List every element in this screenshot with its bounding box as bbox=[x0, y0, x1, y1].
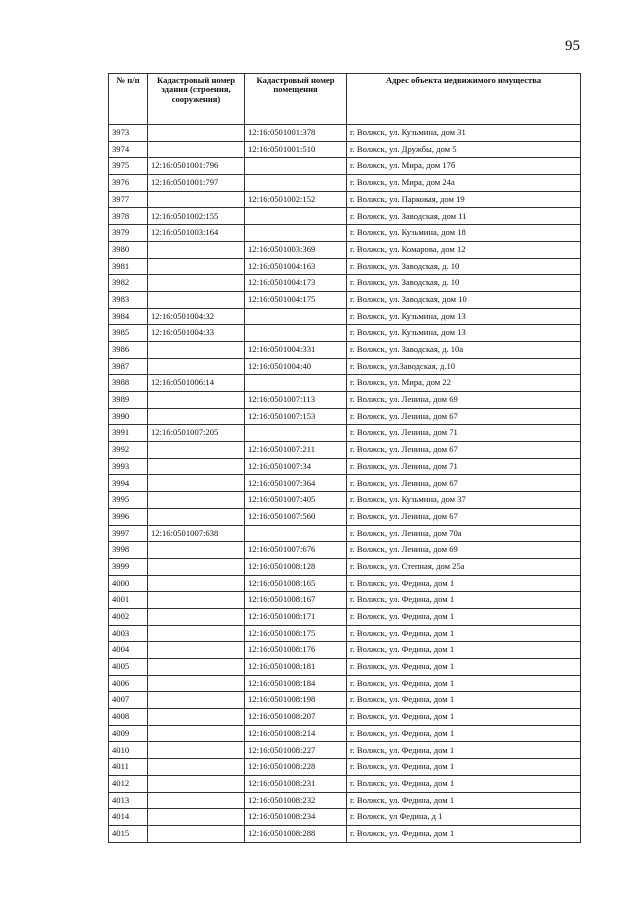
cell-address: г. Волжск, ул. Парковая, дом 19 bbox=[347, 191, 581, 208]
cell-row-number: 4001 bbox=[109, 592, 148, 609]
cell-address: г. Волжск, ул. Заводская, дом 11 bbox=[347, 208, 581, 225]
cell-row-number: 4013 bbox=[109, 792, 148, 809]
cell-address: г. Волжск, ул. Федина, дом 1 bbox=[347, 759, 581, 776]
table-body bbox=[109, 125, 581, 843]
table-row bbox=[109, 659, 581, 676]
table-row bbox=[109, 191, 581, 208]
cell-premises-cadastral-number: 12:16:0501007:364 bbox=[245, 475, 347, 492]
cell-row-number: 3975 bbox=[109, 158, 148, 175]
table-row bbox=[109, 692, 581, 709]
cell-premises-cadastral-number bbox=[245, 325, 347, 342]
cell-row-number: 3995 bbox=[109, 492, 148, 509]
cell-premises-cadastral-number bbox=[245, 158, 347, 175]
cell-building-cadastral-number bbox=[148, 442, 245, 459]
table-row bbox=[109, 208, 581, 225]
cell-address: г. Волжск, ул. Федина, дом 1 bbox=[347, 692, 581, 709]
cell-address: г. Волжск, ул Федина, д 1 bbox=[347, 809, 581, 826]
cell-building-cadastral-number: 12:16:0501004:32 bbox=[148, 308, 245, 325]
cell-address: г. Волжск, ул. Федина, дом 1 bbox=[347, 675, 581, 692]
cell-row-number: 3991 bbox=[109, 425, 148, 442]
cell-row-number: 4015 bbox=[109, 825, 148, 842]
cell-row-number: 3987 bbox=[109, 358, 148, 375]
cell-address: г. Волжск, ул. Кузьмина, дом 37 bbox=[347, 492, 581, 509]
cell-premises-cadastral-number: 12:16:0501007:153 bbox=[245, 408, 347, 425]
table-row bbox=[109, 291, 581, 308]
table-header bbox=[109, 74, 581, 125]
cell-building-cadastral-number: 12:16:0501006:14 bbox=[148, 375, 245, 392]
cell-building-cadastral-number bbox=[148, 191, 245, 208]
cell-building-cadastral-number bbox=[148, 408, 245, 425]
table-row bbox=[109, 492, 581, 509]
cell-address: г. Волжск, ул.Заводская, д.10 bbox=[347, 358, 581, 375]
cell-building-cadastral-number: 12:16:0501004:33 bbox=[148, 325, 245, 342]
cell-building-cadastral-number: 12:16:0501007:638 bbox=[148, 525, 245, 542]
cell-building-cadastral-number bbox=[148, 642, 245, 659]
cell-address: г. Волжск, ул. Кузьмина, дом 13 bbox=[347, 308, 581, 325]
cell-building-cadastral-number bbox=[148, 725, 245, 742]
cell-address: г. Волжск, ул. Кузьмина, дом 13 bbox=[347, 325, 581, 342]
cell-address: г. Волжск, ул. Комарова, дом 12 bbox=[347, 241, 581, 258]
cell-building-cadastral-number bbox=[148, 141, 245, 158]
cell-premises-cadastral-number: 12:16:0501004:163 bbox=[245, 258, 347, 275]
cell-building-cadastral-number: 12:16:0501007:205 bbox=[148, 425, 245, 442]
cell-row-number: 3980 bbox=[109, 241, 148, 258]
header-row-number: № п/п bbox=[109, 74, 148, 125]
cell-premises-cadastral-number: 12:16:0501008:214 bbox=[245, 725, 347, 742]
cell-building-cadastral-number bbox=[148, 542, 245, 559]
cell-row-number: 3993 bbox=[109, 458, 148, 475]
cell-building-cadastral-number bbox=[148, 241, 245, 258]
cell-address: г. Волжск, ул. Федина, дом 1 bbox=[347, 742, 581, 759]
cell-premises-cadastral-number bbox=[245, 225, 347, 242]
table-row bbox=[109, 442, 581, 459]
table-row bbox=[109, 258, 581, 275]
cell-building-cadastral-number bbox=[148, 742, 245, 759]
cell-premises-cadastral-number: 12:16:0501002:152 bbox=[245, 191, 347, 208]
table-row bbox=[109, 241, 581, 258]
cell-premises-cadastral-number: 12:16:0501007:34 bbox=[245, 458, 347, 475]
cell-building-cadastral-number: 12:16:0501001:796 bbox=[148, 158, 245, 175]
cell-premises-cadastral-number: 12:16:0501008:184 bbox=[245, 675, 347, 692]
cell-premises-cadastral-number bbox=[245, 375, 347, 392]
cell-address: г. Волжск, ул. Дружбы, дом 5 bbox=[347, 141, 581, 158]
cell-row-number: 4012 bbox=[109, 775, 148, 792]
cell-premises-cadastral-number: 12:16:0501008:165 bbox=[245, 575, 347, 592]
cell-building-cadastral-number bbox=[148, 709, 245, 726]
table-row bbox=[109, 575, 581, 592]
cell-premises-cadastral-number bbox=[245, 175, 347, 192]
cell-row-number: 4003 bbox=[109, 625, 148, 642]
cell-premises-cadastral-number: 12:16:0501008:176 bbox=[245, 642, 347, 659]
cell-building-cadastral-number bbox=[148, 659, 245, 676]
cell-premises-cadastral-number: 12:16:0501007:113 bbox=[245, 392, 347, 409]
cell-building-cadastral-number: 12:16:0501001:797 bbox=[148, 175, 245, 192]
cell-building-cadastral-number bbox=[148, 558, 245, 575]
cell-row-number: 4010 bbox=[109, 742, 148, 759]
header-premises-cadastral-number: Кадастровый номер помещения bbox=[245, 74, 347, 125]
table-row bbox=[109, 225, 581, 242]
cell-premises-cadastral-number bbox=[245, 525, 347, 542]
cell-premises-cadastral-number: 12:16:0501007:405 bbox=[245, 492, 347, 509]
cell-row-number: 3973 bbox=[109, 125, 148, 142]
cell-premises-cadastral-number: 12:16:0501004:173 bbox=[245, 275, 347, 292]
cell-building-cadastral-number bbox=[148, 575, 245, 592]
cell-premises-cadastral-number: 12:16:0501008:198 bbox=[245, 692, 347, 709]
cell-row-number: 3985 bbox=[109, 325, 148, 342]
cell-building-cadastral-number bbox=[148, 759, 245, 776]
cell-building-cadastral-number bbox=[148, 675, 245, 692]
cell-building-cadastral-number bbox=[148, 592, 245, 609]
cell-row-number: 3984 bbox=[109, 308, 148, 325]
table-row bbox=[109, 592, 581, 609]
cell-premises-cadastral-number: 12:16:0501008:175 bbox=[245, 625, 347, 642]
cell-premises-cadastral-number: 12:16:0501004:175 bbox=[245, 291, 347, 308]
cell-premises-cadastral-number: 12:16:0501004:331 bbox=[245, 341, 347, 358]
cell-address: г. Волжск, ул. Федина, дом 1 bbox=[347, 625, 581, 642]
table-row bbox=[109, 392, 581, 409]
table-row bbox=[109, 375, 581, 392]
table-row bbox=[109, 125, 581, 142]
cell-premises-cadastral-number bbox=[245, 425, 347, 442]
table-row bbox=[109, 275, 581, 292]
cell-row-number: 3998 bbox=[109, 542, 148, 559]
cell-premises-cadastral-number: 12:16:0501008:288 bbox=[245, 825, 347, 842]
cell-row-number: 3986 bbox=[109, 341, 148, 358]
header-building-cadastral-number: Кадастровый номер здания (строения, сооружения) bbox=[148, 74, 245, 125]
table-row bbox=[109, 408, 581, 425]
table-row bbox=[109, 158, 581, 175]
table-row bbox=[109, 358, 581, 375]
cell-address: г. Волжск, ул. Федина, дом 1 bbox=[347, 825, 581, 842]
table-row bbox=[109, 425, 581, 442]
cell-address: г. Волжск, ул. Ленина, дом 67 bbox=[347, 508, 581, 525]
cell-building-cadastral-number bbox=[148, 508, 245, 525]
cell-address: г. Волжск, ул. Ленина, дом 67 bbox=[347, 475, 581, 492]
cell-building-cadastral-number bbox=[148, 692, 245, 709]
cell-row-number: 3990 bbox=[109, 408, 148, 425]
cell-address: г. Волжск, ул. Федина, дом 1 bbox=[347, 592, 581, 609]
table-row bbox=[109, 709, 581, 726]
cell-building-cadastral-number bbox=[148, 341, 245, 358]
table-row bbox=[109, 558, 581, 575]
cell-building-cadastral-number bbox=[148, 492, 245, 509]
cell-address: г. Волжск, ул. Федина, дом 1 bbox=[347, 575, 581, 592]
cell-row-number: 4011 bbox=[109, 759, 148, 776]
cell-premises-cadastral-number: 12:16:0501008:128 bbox=[245, 558, 347, 575]
cell-row-number: 3999 bbox=[109, 558, 148, 575]
property-table bbox=[108, 73, 581, 843]
table-row bbox=[109, 542, 581, 559]
cell-premises-cadastral-number: 12:16:0501007:676 bbox=[245, 542, 347, 559]
cell-row-number: 3976 bbox=[109, 175, 148, 192]
cell-building-cadastral-number bbox=[148, 825, 245, 842]
cell-address: г. Волжск, ул. Заводская, дом 10 bbox=[347, 291, 581, 308]
cell-row-number: 4004 bbox=[109, 642, 148, 659]
cell-building-cadastral-number: 12:16:0501002:155 bbox=[148, 208, 245, 225]
cell-premises-cadastral-number: 12:16:0501008:232 bbox=[245, 792, 347, 809]
cell-premises-cadastral-number: 12:16:0501008:231 bbox=[245, 775, 347, 792]
cell-premises-cadastral-number: 12:16:0501004:40 bbox=[245, 358, 347, 375]
cell-row-number: 4005 bbox=[109, 659, 148, 676]
cell-row-number: 3989 bbox=[109, 392, 148, 409]
table-row bbox=[109, 759, 581, 776]
cell-address: г. Волжск, ул. Федина, дом 1 bbox=[347, 608, 581, 625]
table-row bbox=[109, 725, 581, 742]
cell-address: г. Волжск, ул. Ленина, дом 67 bbox=[347, 408, 581, 425]
table-row bbox=[109, 775, 581, 792]
table-row bbox=[109, 141, 581, 158]
page-number: 95 bbox=[565, 38, 580, 54]
cell-row-number: 4008 bbox=[109, 709, 148, 726]
cell-address: г. Волжск, ул. Ленина, дом 67 bbox=[347, 442, 581, 459]
header-row bbox=[109, 74, 581, 125]
cell-row-number: 3994 bbox=[109, 475, 148, 492]
cell-premises-cadastral-number bbox=[245, 308, 347, 325]
cell-building-cadastral-number bbox=[148, 358, 245, 375]
table-row bbox=[109, 675, 581, 692]
cell-building-cadastral-number bbox=[148, 458, 245, 475]
cell-row-number: 3977 bbox=[109, 191, 148, 208]
cell-address: г. Волжск, ул. Кузьмина, дом 31 bbox=[347, 125, 581, 142]
cell-row-number: 3982 bbox=[109, 275, 148, 292]
table-row bbox=[109, 642, 581, 659]
cell-building-cadastral-number bbox=[148, 625, 245, 642]
cell-address: г. Волжск, ул. Федина, дом 1 bbox=[347, 709, 581, 726]
cell-premises-cadastral-number: 12:16:0501001:510 bbox=[245, 141, 347, 158]
cell-building-cadastral-number bbox=[148, 809, 245, 826]
cell-premises-cadastral-number: 12:16:0501001:378 bbox=[245, 125, 347, 142]
cell-building-cadastral-number bbox=[148, 392, 245, 409]
cell-address: г. Волжск, ул. Федина, дом 1 bbox=[347, 642, 581, 659]
cell-premises-cadastral-number: 12:16:0501008:227 bbox=[245, 742, 347, 759]
cell-row-number: 4014 bbox=[109, 809, 148, 826]
cell-building-cadastral-number bbox=[148, 775, 245, 792]
cell-premises-cadastral-number: 12:16:0501003:369 bbox=[245, 241, 347, 258]
cell-premises-cadastral-number: 12:16:0501008:234 bbox=[245, 809, 347, 826]
table-row bbox=[109, 525, 581, 542]
table-row bbox=[109, 608, 581, 625]
cell-address: г. Волжск, ул. Мира, дом 24а bbox=[347, 175, 581, 192]
table-row bbox=[109, 308, 581, 325]
header-address: Адрес объекта недвижимого имущества bbox=[347, 74, 581, 125]
table-row bbox=[109, 809, 581, 826]
cell-address: г. Волжск, ул. Федина, дом 1 bbox=[347, 725, 581, 742]
table-row bbox=[109, 508, 581, 525]
cell-address: г. Волжск, ул. Степная, дом 25а bbox=[347, 558, 581, 575]
cell-row-number: 3997 bbox=[109, 525, 148, 542]
table-row bbox=[109, 325, 581, 342]
cell-row-number: 3981 bbox=[109, 258, 148, 275]
cell-premises-cadastral-number: 12:16:0501008:167 bbox=[245, 592, 347, 609]
cell-address: г. Волжск, ул. Мира, дом 22 bbox=[347, 375, 581, 392]
cell-row-number: 3979 bbox=[109, 225, 148, 242]
cell-address: г. Волжск, ул. Заводская, д. 10 bbox=[347, 275, 581, 292]
cell-premises-cadastral-number: 12:16:0501008:228 bbox=[245, 759, 347, 776]
table-row bbox=[109, 825, 581, 842]
cell-row-number: 3983 bbox=[109, 291, 148, 308]
table-row bbox=[109, 341, 581, 358]
cell-address: г. Волжск, ул. Заводская, д. 10 bbox=[347, 258, 581, 275]
cell-row-number: 4002 bbox=[109, 608, 148, 625]
table-row bbox=[109, 175, 581, 192]
cell-address: г. Волжск, ул. Ленина, дом 69 bbox=[347, 392, 581, 409]
cell-row-number: 4000 bbox=[109, 575, 148, 592]
cell-address: г. Волжск, ул. Ленина, дом 69 bbox=[347, 542, 581, 559]
cell-address: г. Волжск, ул. Мира, дом 17б bbox=[347, 158, 581, 175]
cell-premises-cadastral-number bbox=[245, 208, 347, 225]
cell-premises-cadastral-number: 12:16:0501007:211 bbox=[245, 442, 347, 459]
cell-row-number: 4009 bbox=[109, 725, 148, 742]
cell-building-cadastral-number bbox=[148, 275, 245, 292]
cell-address: г. Волжск, ул. Ленина, дом 71 bbox=[347, 458, 581, 475]
cell-row-number: 3978 bbox=[109, 208, 148, 225]
cell-building-cadastral-number bbox=[148, 125, 245, 142]
cell-premises-cadastral-number: 12:16:0501008:181 bbox=[245, 659, 347, 676]
cell-address: г. Волжск, ул. Федина, дом 1 bbox=[347, 775, 581, 792]
cell-building-cadastral-number bbox=[148, 291, 245, 308]
table-row bbox=[109, 625, 581, 642]
cell-address: г. Волжск, ул. Кузьмина, дом 18 bbox=[347, 225, 581, 242]
table-row bbox=[109, 792, 581, 809]
cell-address: г. Волжск, ул. Ленина, дом 71 bbox=[347, 425, 581, 442]
cell-premises-cadastral-number: 12:16:0501008:171 bbox=[245, 608, 347, 625]
cell-row-number: 4006 bbox=[109, 675, 148, 692]
cell-building-cadastral-number bbox=[148, 258, 245, 275]
cell-building-cadastral-number bbox=[148, 792, 245, 809]
cell-row-number: 3996 bbox=[109, 508, 148, 525]
table-row bbox=[109, 475, 581, 492]
cell-row-number: 3974 bbox=[109, 141, 148, 158]
cell-address: г. Волжск, ул. Ленина, дом 70а bbox=[347, 525, 581, 542]
cell-premises-cadastral-number: 12:16:0501007:560 bbox=[245, 508, 347, 525]
cell-building-cadastral-number bbox=[148, 608, 245, 625]
cell-address: г. Волжск, ул. Федина, дом 1 bbox=[347, 792, 581, 809]
table-row bbox=[109, 742, 581, 759]
cell-row-number: 3992 bbox=[109, 442, 148, 459]
cell-row-number: 3988 bbox=[109, 375, 148, 392]
table-row bbox=[109, 458, 581, 475]
cell-premises-cadastral-number: 12:16:0501008:207 bbox=[245, 709, 347, 726]
cell-building-cadastral-number: 12:16:0501003:164 bbox=[148, 225, 245, 242]
cell-building-cadastral-number bbox=[148, 475, 245, 492]
cell-address: г. Волжск, ул. Федина, дом 1 bbox=[347, 659, 581, 676]
cell-address: г. Волжск, ул. Заводская, д. 10а bbox=[347, 341, 581, 358]
cell-row-number: 4007 bbox=[109, 692, 148, 709]
